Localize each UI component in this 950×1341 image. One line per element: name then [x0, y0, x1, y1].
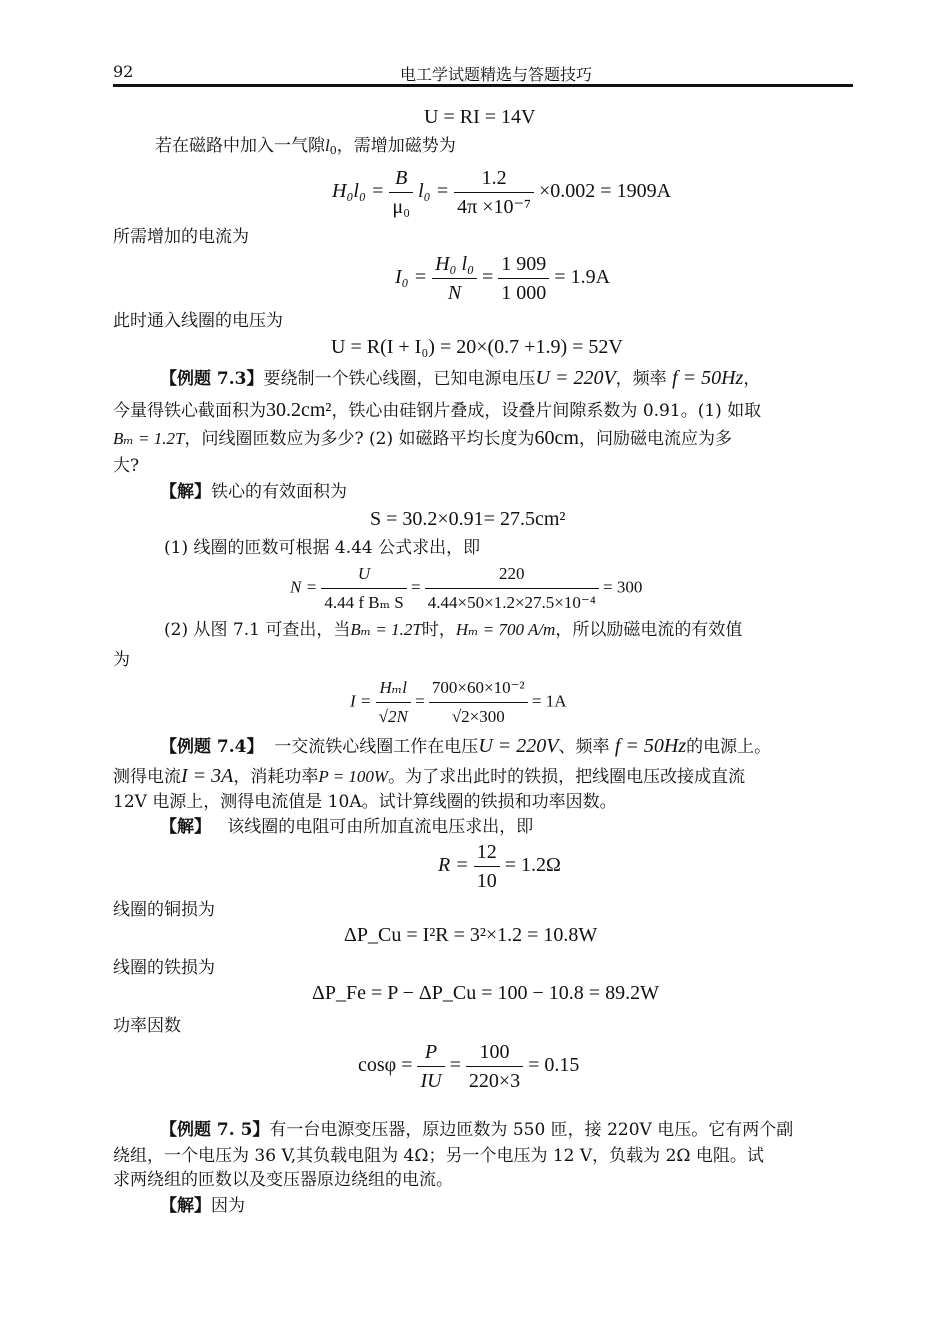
solution-7-3-part1: (1) 线圈的匝数可根据 4.44 公式求出，即	[164, 538, 481, 558]
ex74-l1e: 的电源上。	[686, 737, 772, 757]
example-7-5-line1	[160, 1120, 793, 1140]
book-title: 电工学试题精选与答题技巧	[400, 65, 593, 84]
paragraph-coil-voltage: 此时通入线圈的电压为	[113, 311, 283, 331]
ex74-l2b: I = 3A	[181, 765, 234, 787]
example-7-5-label: 【例题 7. 5】	[160, 1120, 270, 1140]
eqR-tail: = 1.2Ω	[504, 854, 561, 877]
eqPF-tail: = 0.15	[528, 1054, 580, 1077]
eqI-frac1	[376, 674, 411, 731]
eq2-lhs: H₀l₀ =	[332, 180, 385, 203]
equation-coil-voltage: U = R(I + I₀) = 20×(0.7 +1.9) = 52V	[331, 336, 623, 358]
eq3-frac2	[498, 250, 549, 307]
eqI-f2-den: √2×300	[451, 707, 505, 726]
eqN-f1-num: U	[321, 560, 406, 589]
example-7-4-line1	[160, 736, 771, 757]
eqPF-f1-num: P	[417, 1038, 444, 1067]
ex73-l1e: ，	[743, 369, 761, 389]
equation-mmf	[332, 164, 671, 221]
sol73-p2c: 时，	[421, 620, 456, 640]
eqN-frac2	[425, 560, 599, 617]
solution-7-4-intro	[160, 817, 533, 837]
iron-loss-label: 线圈的铁损为	[113, 958, 215, 978]
ex73-l3d: ，问励磁电流应为多	[578, 429, 732, 449]
eq3-frac1	[432, 250, 477, 307]
eqI-tail: = 1A	[531, 691, 567, 711]
equation-resistance	[438, 838, 561, 895]
ex74-l1c: 、频率	[558, 737, 610, 757]
eq2-f1-num: B	[389, 164, 413, 193]
example-7-4-label: 【例题 7.4】	[160, 737, 264, 757]
eq2-tail: ×0.002 = 1909A	[539, 180, 672, 203]
equation-area: S = 30.2×0.91= 27.5cm²	[370, 508, 566, 530]
solution-7-5-label: 【解】	[160, 1196, 211, 1216]
ex74-l2a: 测得电流	[113, 767, 181, 787]
eq3-f2-den: 1 000	[501, 282, 547, 304]
paragraph-added-current: 所需增加的电流为	[113, 227, 249, 247]
solution-7-4-label: 【解】	[160, 817, 211, 837]
eqN-tail: = 300	[603, 577, 643, 597]
ex73-l1d: f = 50Hz	[672, 367, 744, 389]
eqN-frac1	[321, 560, 406, 617]
ex73-l2c: ，铁心由硅钢片叠成，设叠片间隙系数为 0.91。(1) 如取	[331, 401, 762, 421]
eqI-f1-den: √2N	[378, 707, 408, 726]
eqPF-lhs: cosφ =	[358, 1054, 413, 1077]
ex74-l1b: U = 220V	[478, 735, 559, 757]
eqI-lhs: I =	[350, 691, 372, 711]
air-gap-sub: 0	[329, 144, 337, 157]
eq2-f1-den: μ₀	[392, 196, 411, 218]
eqN-f2-num: 220	[425, 560, 599, 589]
eq2-frac2	[454, 164, 534, 221]
eqPF-frac2	[466, 1038, 523, 1095]
air-gap-text: 若在磁路中加入一气隙	[155, 136, 325, 156]
sol73-p2d: Hₘ = 700 A/m	[455, 620, 556, 639]
ex73-l1b: U = 220V	[535, 367, 616, 389]
eq3-lhs: I₀ =	[395, 266, 428, 289]
eqPF-f1-den: IU	[420, 1070, 442, 1092]
eq3-tail: = 1.9A	[554, 266, 611, 289]
eq3-f1-num: H₀ l₀	[432, 250, 477, 279]
ex74-l2e: 。为了求出此时的铁损，把线圈电压改接成直流	[388, 767, 746, 787]
eqN-lhs: N =	[290, 577, 318, 597]
sol73-intro: 铁心的有效面积为	[211, 482, 347, 502]
ex73-l2a: 今量得铁心截面积为	[113, 401, 266, 421]
eqR-frac	[474, 838, 500, 895]
equation-u-ri: U = RI = 14V	[424, 106, 536, 128]
ex74-l1a: 一交流铁心线圈工作在电压	[274, 737, 479, 757]
solution-7-3-intro	[160, 482, 347, 502]
ex74-l2d: P = 100W	[318, 767, 389, 786]
eq2-frac1	[389, 164, 413, 221]
eq3-f1-den: N	[447, 282, 462, 304]
eq2-f2-num: 1.2	[454, 164, 534, 193]
example-7-3-label: 【例题 7.3】	[160, 369, 264, 389]
solution-7-5	[160, 1196, 245, 1216]
sol73-p2b: Bₘ = 1.2T	[350, 620, 422, 639]
eqI-f1-num: Hₘl	[376, 674, 411, 703]
solution-7-3-part2-cont: 为	[113, 650, 130, 670]
example-7-4-line2	[113, 766, 745, 787]
power-factor-label: 功率因数	[113, 1016, 181, 1036]
equation-power-factor: cosφ = $\frac{P}{IU}$ = $\frac{100}{220\times 3}$ = 0.15	[358, 1038, 579, 1095]
eqI-f2-num: 700×60×10⁻²	[429, 674, 528, 703]
paragraph-air-gap	[155, 136, 456, 156]
ex73-l3a: Bₘ = 1.2T	[113, 429, 185, 448]
solution-7-3-label: 【解】	[160, 482, 211, 502]
equation-turns: N = $\frac{U}{\text{4.44 f Bₘ S}}$ = $\frac{220}{\text{4.44×50×1.2×27.5×10⁻⁴}}$ = 300	[290, 560, 642, 617]
example-7-3-line4: 大?	[113, 456, 140, 476]
equation-i0: I₀ = $\frac{\text{H₀ l₀}}{N}$ = $\frac{1 909}{1 000}$ = 1.9A	[395, 250, 610, 307]
eqPF-f2-num: 100	[466, 1038, 523, 1067]
eqI-frac2	[429, 674, 528, 731]
page-number: 92	[113, 62, 134, 81]
eq2-f2-den: 4π ×10⁻⁷	[457, 196, 532, 218]
sol73-p2a: (2) 从图 7.1 可查出，当	[164, 620, 351, 640]
eqR-lhs: R =	[438, 854, 469, 877]
example-7-5-line3: 求两绕组的匝数以及变压器原边绕组的电流。	[113, 1170, 453, 1190]
example-7-3-line2	[113, 400, 761, 421]
sol73-p2e: ，所以励磁电流的有效值	[555, 620, 743, 640]
eqPF-f2-den: 220×3	[468, 1070, 521, 1092]
sol74-intro: 该线圈的电阻可由所加直流电压求出，即	[227, 817, 534, 837]
example-7-3-line3	[113, 428, 732, 449]
ex73-l2b: 30.2cm²	[266, 399, 332, 421]
copper-loss-label: 线圈的铜损为	[113, 900, 215, 920]
equation-exciting-current: I = $\frac{\text{Hₘl}}{√2N}$ = $\frac{\text{700×60×10⁻²}}{√2\times 300}$ = 1A	[350, 674, 567, 731]
sol75-text: 因为	[211, 1196, 245, 1216]
air-gap-tail: ，需增加磁势为	[336, 136, 456, 156]
ex73-l1a: 要绕制一个铁心线圈，已知电源电压	[263, 369, 536, 389]
equation-iron-loss: ΔP_Fe = P − ΔP_Cu = 100 − 10.8 = 89.2W	[312, 982, 659, 1004]
ex74-l1d: f = 50Hz	[614, 735, 687, 757]
ex73-l3b: ，问线圈匝数应为多少? (2) 如磁路平均长度为	[184, 429, 535, 449]
eqPF-frac1	[417, 1038, 444, 1095]
eqN-f1-den: 4.44 f Bₘ S	[324, 593, 404, 612]
ex74-l2c: ，消耗功率	[233, 767, 319, 787]
eq2-mid: l₀ =	[418, 180, 450, 203]
air-gap-var: l	[325, 136, 330, 155]
eqR-den: 10	[476, 870, 497, 892]
header-rule	[113, 84, 853, 87]
ex75-l1: 有一台电源变压器，原边匝数为 550 匝，接 220V 电压。它有两个副	[269, 1120, 794, 1140]
example-7-3-line1	[160, 368, 760, 389]
ex73-l1c: ，频率	[615, 369, 667, 389]
eqN-f2-den: 4.44×50×1.2×27.5×10⁻⁴	[427, 593, 596, 612]
equation-copper-loss: ΔP_Cu = I²R = 3²×1.2 = 10.8W	[344, 924, 598, 946]
ex73-l3c: 60cm	[534, 427, 579, 449]
eq3-f2-num: 1 909	[498, 250, 549, 279]
example-7-4-line3: 12V 电源上，测得电流值是 10A。试计算线圈的铁损和功率因数。	[113, 792, 617, 812]
eqR-num: 12	[474, 838, 500, 867]
solution-7-3-part2	[164, 620, 742, 640]
example-7-5-line2: 绕组，一个电压为 36 V,其负载电阻为 4Ω；另一个电压为 12 V，负载为 2Ω 电阻。试	[113, 1146, 764, 1166]
